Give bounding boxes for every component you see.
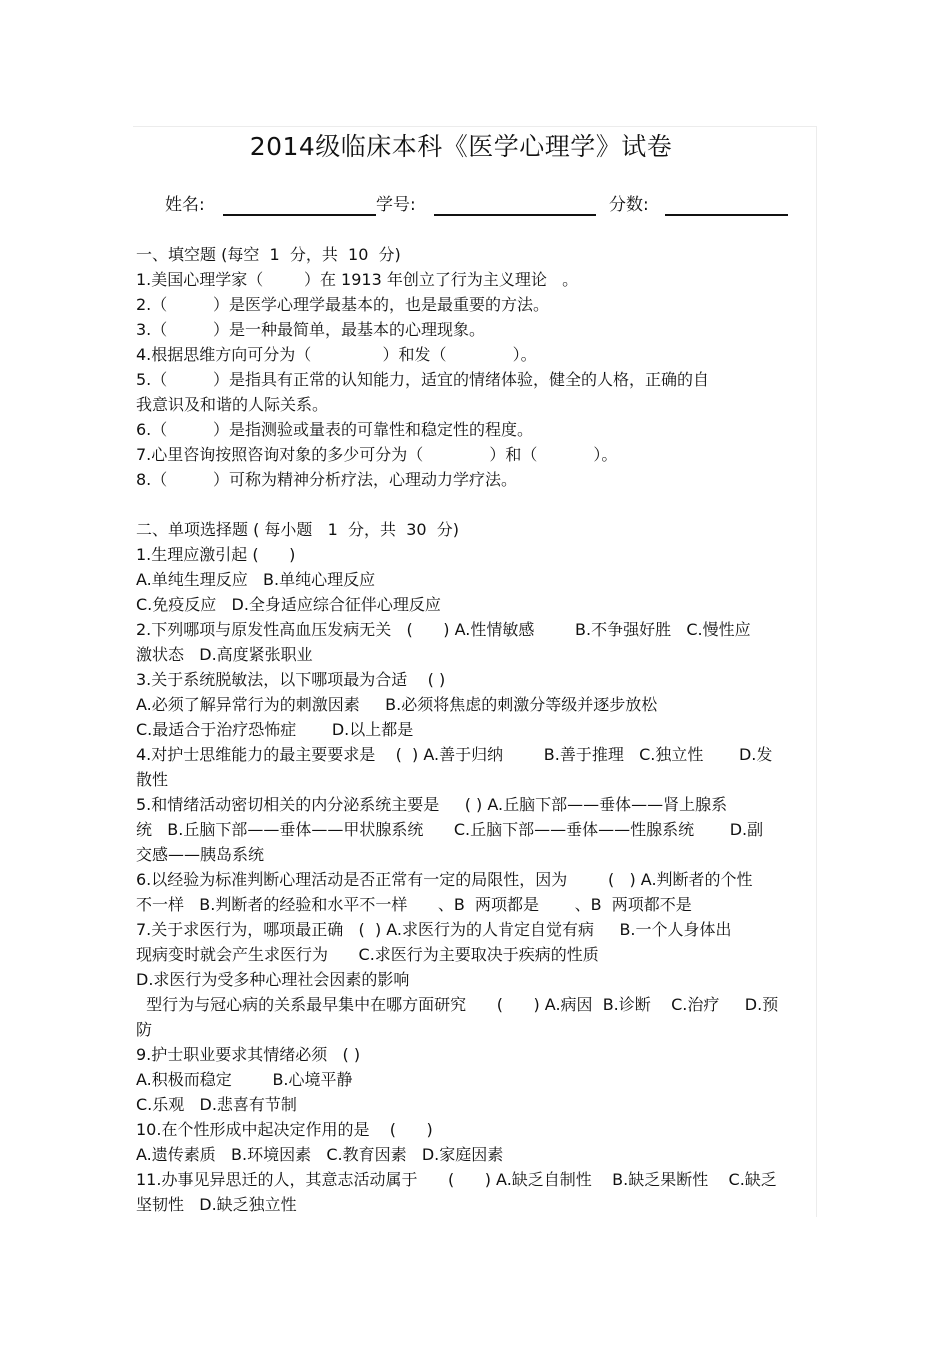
question-line: A.积极而稳定 B.心境平静 [136,1070,353,1089]
question-line: 3.关于系统脱敏法，以下哪项最为合适 ( ) [136,670,446,689]
student-info-row [0,192,950,218]
question-line: 7.关于求医行为，哪项最正确 ( ) A.求医行为的人肯定自觉有病 B.一个人身体出 [136,920,732,939]
question-line: 6.（ ）是指测验或量表的可靠性和稳定性的程度。 [136,420,534,439]
question-line: 交感——胰岛系统 [136,845,265,864]
question-line: 4.对护士思维能力的最主要要求是 ( ) A.善于归纳 B.善于推理 C.独立性 D.发 [136,745,773,764]
section-spacer [136,492,816,517]
question-line: 10.在个性形成中起决定作用的是 ( ) [136,1120,433,1139]
question-line: 4.根据思维方向可分为（ ）和发（ ）。 [136,345,537,364]
question-line: A.必须了解异常行为的刺激因素 B.必须将焦虑的刺激分等级并逐步放松 [136,695,658,714]
student-id-label: 学号: [376,195,416,215]
question-line: 1.美国心理学家（ ）在 1913 年创立了行为主义理论 。 [136,270,579,289]
question-line: 2.下列哪项与原发性高血压发病无关 ( ) A.性情敏感 B.不争强好胜 C.慢性应 [136,620,751,639]
question-line: 6.以经验为标准判断心理活动是否正常有一定的局限性，因为 ( ) A.判断者的个性 [136,870,753,889]
section-heading-fill-in: 一、填空题 (每空 1 分，共 10 分) [136,245,401,264]
section-heading-single-choice: 二、单项选择题 ( 每小题 1 分，共 30 分) [136,520,459,539]
name-field[interactable] [223,214,376,216]
question-line: 3.（ ）是一种最简单，最基本的心理现象。 [136,320,486,339]
question-line: 我意识及和谐的人际关系。 [136,395,329,414]
exam-title: 2014级临床本科《医学心理学》试卷 [249,132,673,161]
question-line: A.遗传素质 B.环境因素 C.教育因素 D.家庭因素 [136,1145,504,1164]
question-line: 9.护士职业要求其情绪必须 ( ) [136,1045,361,1064]
question-line: 防 [136,1020,153,1039]
question-line: 1.生理应激引起 ( ) [136,545,296,564]
student-id-field[interactable] [434,214,596,216]
question-line: 8.（ ）可称为精神分析疗法，心理动力学疗法。 [136,470,518,489]
score-label: 分数: [609,195,649,215]
question-line: 2.（ ）是医学心理学最基本的，也是最重要的方法。 [136,295,550,314]
question-line: C.最适合于治疗恐怖症 D.以上都是 [136,720,414,739]
question-line: 5.和情绪活动密切相关的内分泌系统主要是 ( ) A.丘脑下部——垂体——肾上腺系 [136,795,728,814]
question-line: 7.心里咨询按照咨询对象的多少可分为（ ）和（ ）。 [136,445,618,464]
question-line: C.免疫反应 D.全身适应综合征伴心理反应 [136,595,441,614]
name-label: 姓名: [165,195,205,215]
score-field[interactable] [665,214,788,216]
question-line: 现病变时就会产生求医行为 C.求医行为主要取决于疾病的性质 [136,945,599,964]
question-line: 统 B.丘脑下部——垂体——甲状腺系统 C.丘脑下部——垂体——性腺系统 D.副 [136,820,764,839]
question-line: 型行为与冠心病的关系最早集中在哪方面研究 ( ) A.病因 B.诊断 C.治疗 D.预 [136,995,779,1014]
question-line: A.单纯生理反应 B.单纯心理反应 [136,570,376,589]
question-line: 11.办事见异思迁的人，其意志活动属于 ( ) A.缺乏自制性 B.缺乏果断性 C.缺乏 [136,1170,777,1189]
question-line: 坚韧性 D.缺乏独立性 [136,1195,297,1214]
question-line: 激状态 D.高度紧张职业 [136,645,313,664]
question-line: D.求医行为受多种心理社会因素的影响 [136,970,410,989]
question-line: C.乐观 D.悲喜有节制 [136,1095,297,1114]
exam-content [136,242,816,1217]
question-line: 散性 [136,770,169,789]
question-line: 5.（ ）是指具有正常的认知能力，适宜的情绪体验，健全的人格，正确的自 [136,370,710,389]
question-line: 不一样 B.判断者的经验和水平不一样 、B 两项都是 、B 两项都不是 [136,895,692,914]
